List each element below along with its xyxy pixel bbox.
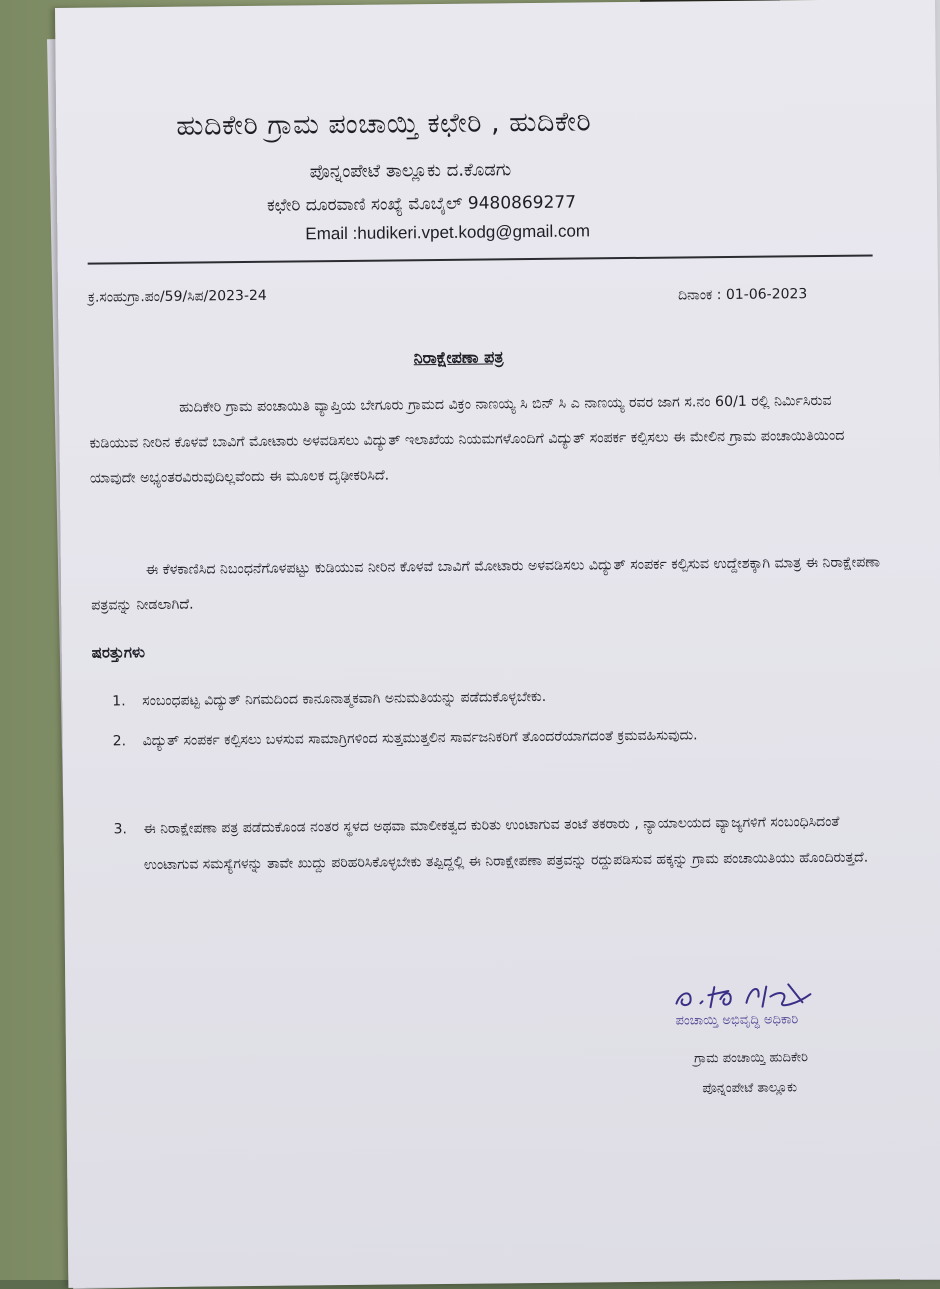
condition-item bbox=[112, 675, 882, 719]
office-phone: ಕಛೇರಿ ದೂರವಾಣಿ ಸಂಖ್ಯೆ ಮೊಬೈಲ್ 9480869277 bbox=[266, 192, 577, 216]
body-paragraph-1: ಹುದಿಕೇರಿ ಗ್ರಾಮ ಪಂಚಾಯಿತಿ ವ್ಯಾಪ್ತಿಯ ಬೇಗೂರು ಗ್ರಾಮದ ವಿಕ್ರಂ ನಾಣಯ್ಯ ಸಿ ಬಿನ್ ಸಿ ಎ ನಾಣಯ್ಯ ರವರ ಜಾಗ ಸ.ನಂ 60/1 ರಲ್ಲಿ ನಿರ್ಮಿಸಿರುವ ಕುಡಿಯುವ ನೀರಿನ ಕೊಳವೆ ಬಾವಿಗೆ ಮೋಟಾರು ಅಳವಡಿಸಲು ವಿದ್ಯುತ್ ಇಲಾಖೆಯ ನಿಯಮಗಳೊಂದಿಗೆ ವಿದ್ಯುತ್ ಸಂಪರ್ಕ ಕಲ್ಪಿಸಲು ಈ ಮೇಲಿನ ಗ್ರಾಮ ಪಂಚಾಯಿತಿಯಿಂದ ಯಾವುದೇ ಅಭ್ಯಂತರವಿರುವುದಿಲ್ಲವೆಂದು ಈ ಮೂಲಕ ದೃಢೀಕರಿಸಿದೆ. bbox=[89, 392, 845, 487]
handwritten-signature bbox=[670, 972, 830, 1014]
condition-item bbox=[112, 715, 882, 759]
letter-date: ದಿನಾಂಕ : 01-06-2023 bbox=[677, 286, 808, 304]
condition-text: ವಿದ್ಯುತ್ ಸಂಪರ್ಕ ಕಲ್ಪಿಸಲು ಬಳಸುವ ಸಾಮಾಗ್ರಿಗಳಿಂದ ಸುತ್ತಮುತ್ತಲಿನ ಸಾರ್ವಜನಿಕರಿಗೆ ತೊಂದರೆಯಾಗದಂತೆ ಕ್ರಮವಹಿಸುವುದು. bbox=[142, 727, 698, 750]
conditions-heading: ಷರತ್ತುಗಳು bbox=[91, 643, 146, 662]
condition-number: 3. bbox=[113, 821, 128, 838]
office-title: ಹುದಿಕೇರಿ ಗ್ರಾಮ ಪಂಚಾಯ್ತಿ ಕಛೇರಿ , ಹುದಿಕೇರಿ bbox=[176, 106, 592, 142]
reference-number: ಕ್ರ.ಸಂಹುಗ್ರಾ.ಪಂ/59/ಸಿಪ/2023-24 bbox=[87, 287, 267, 306]
letter-heading: ನಿರಾಕ್ಷೇಪಣಾ ಪತ್ರ bbox=[413, 347, 504, 368]
office-email: Email :hudikeri.vpet.kodg@gmail.com bbox=[305, 221, 591, 244]
condition-text: ಸಂಬಂಧಪಟ್ಟ ವಿದ್ಯುತ್ ನಿಗಮದಿಂದ ಕಾನೂನಾತ್ಮಕವಾಗಿ ಅನುಮತಿಯನ್ನು ಪಡೆದುಕೊಳ್ಳಬೇಕು. bbox=[142, 688, 547, 710]
signatory-office: ಗ್ರಾಮ ಪಂಚಾಯ್ತಿ ಹುದಿಕೇರಿ bbox=[693, 1050, 809, 1067]
signatory-designation: ಪಂಚಾಯ್ತಿ ಅಭಿವೃದ್ಧಿ ಅಧಿಕಾರಿ bbox=[675, 1012, 799, 1029]
body-paragraph-2: ಈ ಕೆಳಕಾಣಿಸಿದ ನಿಬಂಧನೆಗೊಳಪಟ್ಟು ಕುಡಿಯುವ ನೀರಿನ ಕೊಳವೆ ಬಾವಿಗೆ ಮೋಟಾರು ಅಳವಡಿಸಲು ವಿದ್ಯುತ್ ಸಂಪರ್ಕ ಕಲ್ಪಿಸುವ ಉದ್ದೇಶಕ್ಕಾಗಿ ಮಾತ್ರ ಈ ನಿರಾಕ್ಷೇಪಣಾ ಪತ್ರವನ್ನು ನೀಡಲಾಗಿದೆ. bbox=[91, 554, 881, 614]
condition-item bbox=[113, 803, 884, 883]
office-subtitle: ಪೊನ್ನಂಪೇಟೆ ತಾಲ್ಲೂಕು ದ.ಕೊಡಗು bbox=[309, 159, 512, 183]
condition-text: ಈ ನಿರಾಕ್ಷೇಪಣಾ ಪತ್ರ ಪಡೆದುಕೊಂಡ ನಂತರ ಸ್ಥಳದ ಅಥವಾ ಮಾಲೀಕತ್ವದ ಕುರಿತು ಉಂಟಾಗುವ ತಂಟೆ ತಕರಾರು , ನ್ಯಾಯಾಲಯದ ವ್ಯಾಜ್ಯಗಳಿಗೆ ಸಂಬಂಧಿಸಿದಂತೆ ಉಂಟಾಗುವ ಸಮಸ್ಯೆಗಳನ್ನು ತಾವೇ ಖುದ್ದು ಪರಿಹರಿಸಿಕೊಳ್ಳಬೇಕು ತಪ್ಪಿದ್ದಲ್ಲಿ ಈ ನಿರಾಕ್ಷೇಪಣಾ ಪತ್ರವನ್ನು ರದ್ದುಪಡಿಸುವ ಹಕ್ಕನ್ನು ಗ್ರಾಮ ಪಂಚಾಯಿತಿಯು ಹೊಂದಿರುತ್ತದೆ. bbox=[143, 813, 869, 874]
signatory-taluk: ಪೊನ್ನಂಪೇಟೆ ತಾಲ್ಲೂಕು bbox=[702, 1080, 798, 1097]
condition-number: 1. bbox=[112, 693, 126, 710]
letter-page bbox=[55, 0, 940, 1288]
condition-number: 2. bbox=[112, 733, 127, 750]
header-divider bbox=[88, 254, 873, 264]
